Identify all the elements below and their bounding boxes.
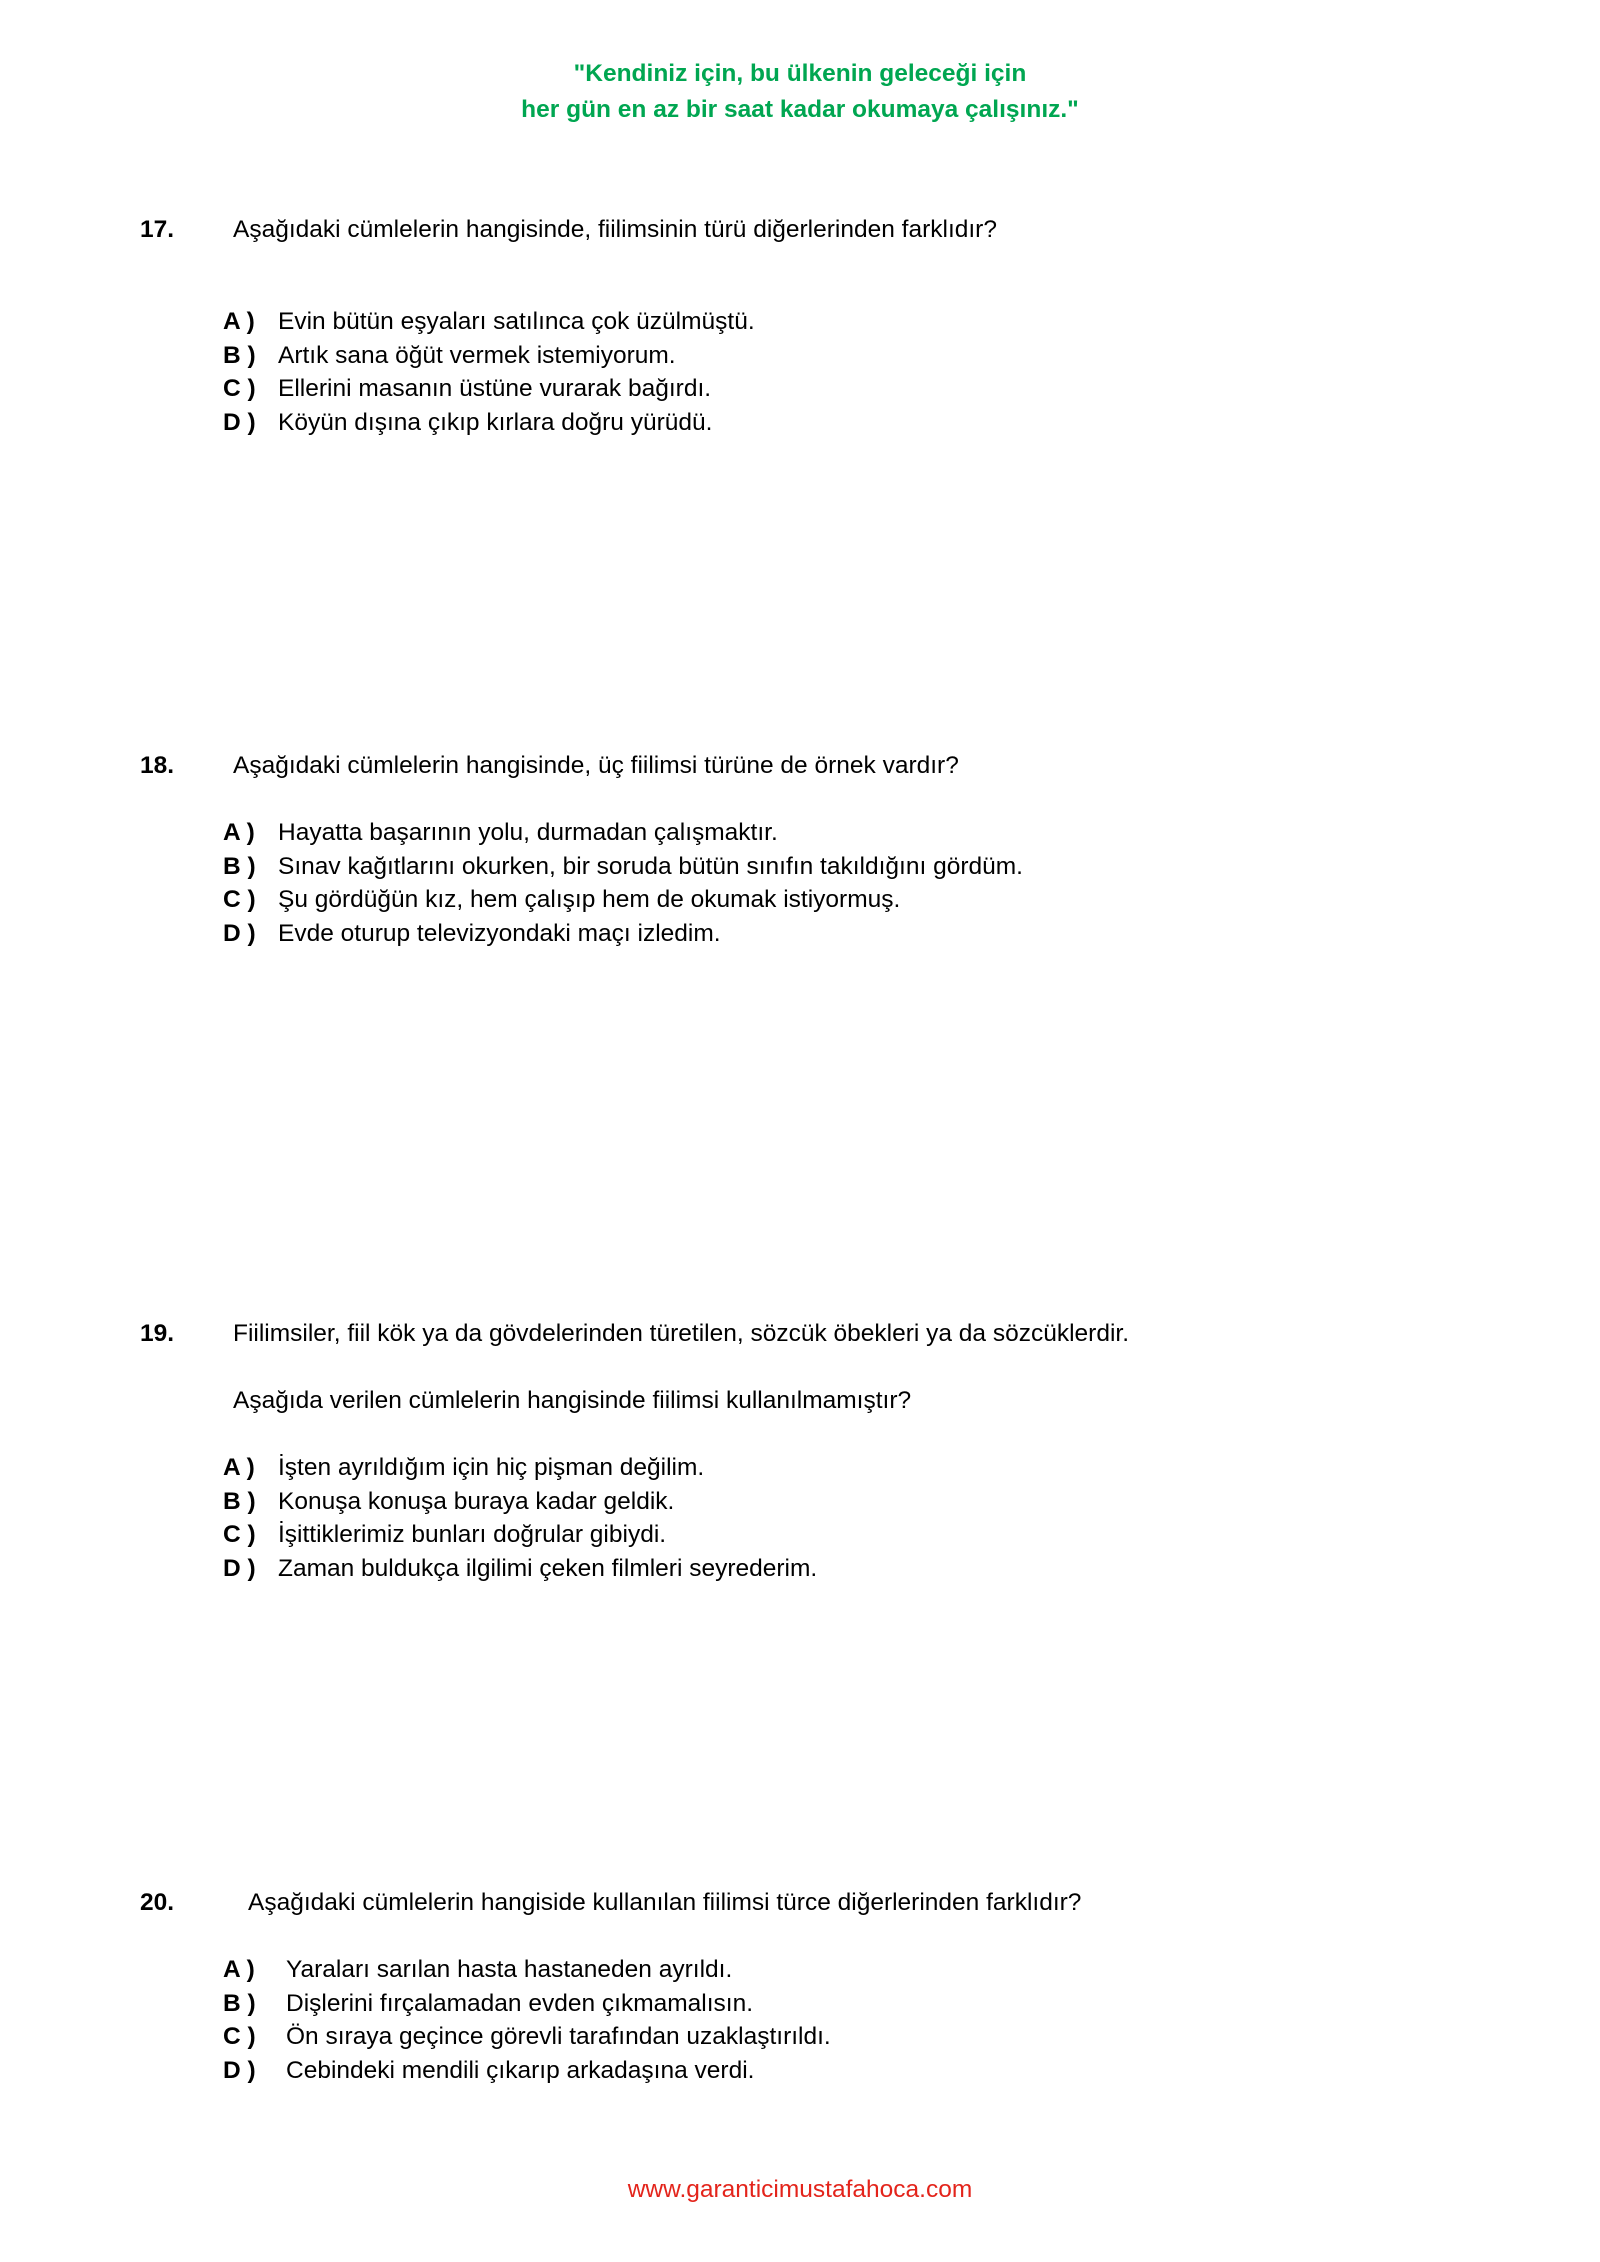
option-letter: A )	[223, 308, 255, 335]
option-c[interactable]	[223, 1518, 1480, 1552]
option-text: İşittiklerimiz bunları doğrular gibiydi.	[278, 1521, 667, 1548]
option-c[interactable]	[223, 372, 1480, 406]
option-text: Ön sıraya geçince görevli tarafından uzaklaştırıldı.	[286, 2023, 831, 2050]
option-d[interactable]	[223, 1552, 1480, 1586]
option-text: Konuşa konuşa buraya kadar geldik.	[278, 1487, 675, 1515]
option-letter: A )	[223, 1956, 255, 1983]
question-text: Fiilimsiler, fiil kök ya da gövdelerinden türetilen, sözcük öbekleri ya da sözcüklerdir.	[233, 1320, 1130, 1347]
question-prompt: Aşağıda verilen cümlelerin hangisinde fiilimsi kullanılmamıştır?	[233, 1387, 912, 1414]
option-text: Cebindeki mendili çıkarıp arkadaşına verdi.	[286, 2056, 755, 2084]
option-text: Hayatta başarının yolu, durmadan çalışmaktır.	[278, 819, 778, 846]
option-letter: B )	[223, 341, 256, 369]
option-a[interactable]	[223, 305, 1480, 339]
website-link[interactable]: www.garanticimustafahoca.com	[627, 2176, 973, 2203]
option-letter: A )	[223, 819, 255, 846]
option-text: Artık sana öğüt vermek istemiyorum.	[278, 341, 676, 369]
option-letter: C )	[223, 375, 256, 402]
option-letter: A )	[223, 1454, 255, 1481]
option-text: Evin bütün eşyaları satılınca çok üzülmüştü.	[278, 308, 755, 335]
option-letter: C )	[223, 2023, 256, 2050]
question-number: 19.	[140, 1320, 175, 1347]
question-number: 18.	[140, 752, 175, 779]
option-text: Evde oturup televizyondaki maçı izledim.	[278, 919, 721, 947]
option-letter: D )	[223, 2056, 256, 2084]
option-list	[223, 1953, 1480, 2087]
question-19	[140, 1317, 1480, 1585]
option-letter: B )	[223, 1989, 256, 2017]
motto-line-2: her gün en az bir saat kadar okumaya çalışınız."	[521, 96, 1079, 123]
option-d[interactable]	[223, 406, 1480, 440]
question-text: Aşağıdaki cümlelerin hangisinde, üç fiilimsi türüne de örnek vardır?	[233, 752, 959, 779]
option-text: Yaraları sarılan hasta hastaneden ayrıldı.	[286, 1956, 733, 1983]
option-text: Sınav kağıtlarını okurken, bir soruda bütün sınıfın takıldığını gördüm.	[278, 852, 1023, 880]
option-letter: C )	[223, 886, 256, 913]
option-c[interactable]	[223, 2020, 1480, 2054]
option-list	[223, 816, 1480, 950]
option-b[interactable]	[223, 1485, 1480, 1519]
option-list	[223, 1451, 1480, 1585]
option-d[interactable]	[223, 917, 1480, 951]
question-20	[140, 1886, 1480, 2087]
option-letter: B )	[223, 852, 256, 880]
option-b[interactable]	[223, 1987, 1480, 2021]
question-17	[140, 213, 1480, 439]
option-letter: C )	[223, 1521, 256, 1548]
option-text: Köyün dışına çıkıp kırlara doğru yürüdü.	[278, 408, 713, 436]
option-a[interactable]	[223, 1953, 1480, 1987]
question-text: Aşağıdaki cümlelerin hangiside kullanılan fiilimsi türce diğerlerinden farklıdır?	[248, 1889, 1082, 1916]
option-list	[223, 305, 1480, 439]
option-a[interactable]	[223, 1451, 1480, 1485]
option-text: İşten ayrıldığım için hiç pişman değilim.	[278, 1454, 705, 1481]
option-text: Zaman buldukça ilgilimi çeken filmleri seyrederim.	[278, 1554, 818, 1582]
option-c[interactable]	[223, 883, 1480, 917]
motto-line-1: "Kendiniz için, bu ülkenin geleceği için	[573, 60, 1027, 87]
option-text: Şu gördüğün kız, hem çalışıp hem de okumak istiyormuş.	[278, 886, 901, 913]
question-18	[140, 749, 1480, 950]
question-number: 20.	[140, 1889, 175, 1916]
question-text: Aşağıdaki cümlelerin hangisinde, fiilimsinin türü diğerlerinden farklıdır?	[233, 216, 997, 243]
option-a[interactable]	[223, 816, 1480, 850]
option-b[interactable]	[223, 850, 1480, 884]
option-letter: D )	[223, 919, 256, 947]
option-letter: B )	[223, 1487, 256, 1515]
option-b[interactable]	[223, 339, 1480, 373]
option-letter: D )	[223, 408, 256, 436]
question-number: 17.	[140, 216, 175, 243]
option-d[interactable]	[223, 2054, 1480, 2088]
motto-header	[0, 56, 1600, 128]
option-text: Dişlerini fırçalamadan evden çıkmamalısın.	[286, 1989, 754, 2017]
option-text: Ellerini masanın üstüne vurarak bağırdı.	[278, 375, 712, 402]
option-letter: D )	[223, 1554, 256, 1582]
